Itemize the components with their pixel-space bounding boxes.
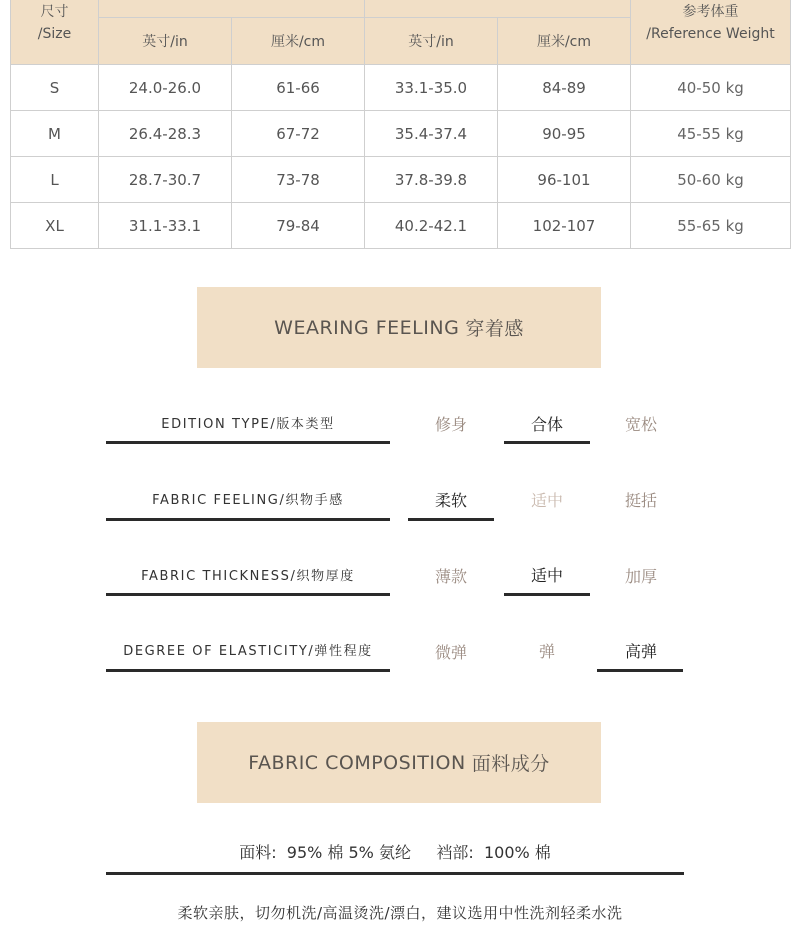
measure-b-in-cell: 33.1-35.0 [365,65,498,111]
elasticity-label: DEGREE OF ELASTICITY/弹性程度 [123,644,373,659]
option-loose: 宽松 [624,415,657,434]
option-moderate: 适中 [530,491,563,510]
option-crisp: 挺括 [624,491,657,510]
option-stretch: 弹 [538,642,555,661]
selected-underline [408,518,494,521]
weight-cell: 40-50 kg [631,65,791,111]
table-row [11,65,791,111]
wearing-title-en: WEARING FEELING [274,316,460,339]
measure-b-in-cell: 35.4-37.4 [365,111,498,157]
label-underline [106,593,390,596]
size-cell: XL [11,203,99,249]
unit-cm-header: 厘米/cm [498,18,631,65]
weight-header-zh: 参考体重 [682,3,739,20]
size-table [10,0,791,249]
option-thin: 薄款 [434,567,467,586]
selected-underline [504,593,590,596]
unit-in-header: 英寸/in [99,18,232,65]
composition-text: 面料: 95% 棉 5% 氨纶 裆部: 100% 棉 [239,843,551,862]
composition-title-en: FABRIC COMPOSITION [248,751,466,774]
measure-a-in-cell: 28.7-30.7 [99,157,232,203]
wearing-title-zh: 穿着感 [465,318,524,340]
table-row [11,111,791,157]
label-underline [106,518,390,521]
size-cell: L [11,157,99,203]
size-header-en: /Size [37,25,72,42]
measure-b-in-cell: 37.8-39.8 [365,157,498,203]
composition-title-zh: 面料成分 [471,753,550,775]
option-regular-selected: 合体 [530,415,563,434]
table-row [11,157,791,203]
unit-cm-header: 厘米/cm [232,18,365,65]
measure-a-cm-cell: 79-84 [232,203,365,249]
option-fitted: 修身 [434,415,467,434]
size-cell: S [11,65,99,111]
option-medium-selected: 适中 [530,566,563,585]
edition-type-label: EDITION TYPE/版本类型 [161,417,335,432]
measure-a-cm-cell: 61-66 [232,65,365,111]
fabric-thickness-label: FABRIC THICKNESS/织物厚度 [141,569,355,584]
table-header-row [11,0,791,18]
selected-underline [504,441,590,444]
measure-b-cm-cell: 102-107 [498,203,631,249]
measure-a-cm-cell: 67-72 [232,111,365,157]
composition-underline [106,872,684,875]
option-high-stretch-selected: 高弹 [624,642,657,661]
option-soft-selected: 柔软 [434,491,467,510]
option-slight-stretch: 微弹 [434,643,467,662]
measure-b-cm-cell: 96-101 [498,157,631,203]
weight-header [631,0,791,65]
weight-header-en: /Reference Weight [646,25,775,42]
measure-b-cm-cell: 90-95 [498,111,631,157]
measure-b-in-cell: 40.2-42.1 [365,203,498,249]
size-header [11,0,99,65]
label-underline [106,441,390,444]
weight-cell: 45-55 kg [631,111,791,157]
weight-cell: 50-60 kg [631,157,791,203]
fabric-feeling-label: FABRIC FEELING/织物手感 [152,493,344,508]
label-underline [106,669,390,672]
measure-b-cm-cell: 84-89 [498,65,631,111]
measure-b-header [365,0,631,18]
option-thick: 加厚 [624,567,657,586]
unit-in-header: 英寸/in [365,18,498,65]
care-instructions: 柔软亲肤，切勿机洗/高温烫洗/漂白，建议选用中性洗剂轻柔水洗 [177,904,623,922]
measure-a-in-cell: 31.1-33.1 [99,203,232,249]
fabric-composition-banner [197,722,601,803]
wearing-feeling-banner [197,287,601,368]
measure-a-cm-cell: 73-78 [232,157,365,203]
table-row [11,203,791,249]
measure-a-in-cell: 24.0-26.0 [99,65,232,111]
weight-cell: 55-65 kg [631,203,791,249]
size-cell: M [11,111,99,157]
selected-underline [597,669,683,672]
size-header-zh: 尺寸 [40,3,69,20]
measure-a-header [99,0,365,18]
measure-a-in-cell: 26.4-28.3 [99,111,232,157]
